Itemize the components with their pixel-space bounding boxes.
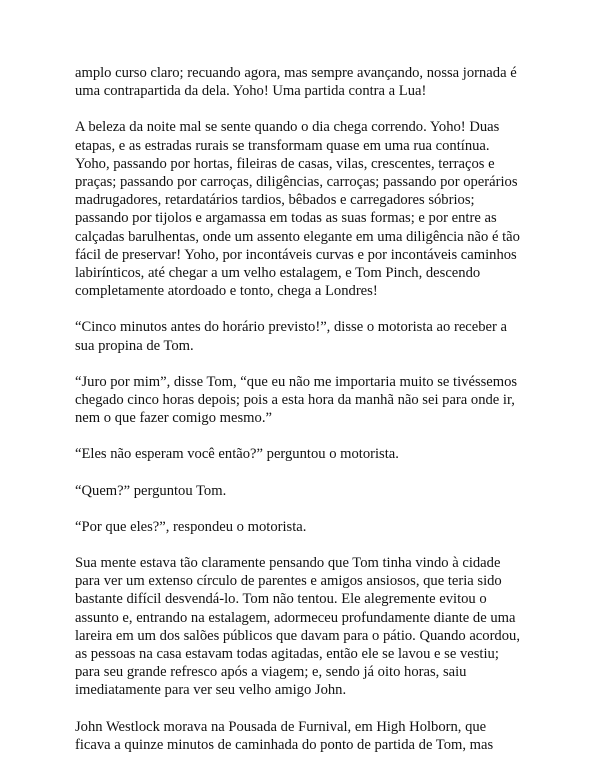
paragraph-4: “Juro por mim”, disse Tom, “que eu não me importaria muito se tivéssemos chegado cinco horas depois; pois a esta hora da manhã não sei para onde ir, nem o que fazer comigo mesmo.”	[75, 373, 518, 427]
paragraph-5: “Eles não esperam você então?” perguntou o motorista.	[75, 446, 399, 463]
paragraph-2: A beleza da noite mal se sente quando o dia chega correndo. Yoho! Duas etapas, e as estradas rurais se transformam quase em uma rua contínua. Yoho, passando por hortas, fileiras de casas, vilas, crescentes, terraços e praças; passando por carroças, diligências, carroças; passando por operários madrugadores, retardatários tardios, bêbados e carregadores sóbrios; passando por tijolos e argamassa em todas as suas formas; e por entre as calçadas barulhentas, onde um assento elegante em uma diligência não é tão fácil de preservar! Yoho, por incontáveis curvas e por incontáveis caminhos labirínticos, até chegar a um velho estalagem, e Tom Pinch, descendo completamente atordoado e tonto, chega a Londres!	[75, 119, 520, 300]
document-page	[75, 64, 537, 772]
paragraph-9: John Westlock morava na Pousada de Furnival, em High Holborn, que ficava a quinze minutos de caminhada do ponto de partida de Tom, mas	[75, 718, 494, 753]
paragraph-7: “Por que eles?”, respondeu o motorista.	[75, 518, 307, 535]
paragraph-1: amplo curso claro; recuando agora, mas sempre avançando, nossa jornada é uma contrapartida da dela. Yoho! Uma partida contra a Lua!	[75, 65, 517, 100]
paragraph-6: “Quem?” perguntou Tom.	[75, 482, 227, 499]
paragraph-8: Sua mente estava tão claramente pensando que Tom tinha vindo à cidade para ver um extenso círculo de parentes e amigos ansiosos, que teria sido bastante difícil desvendá-lo. Tom não tentou. Ele alegremente evitou o assunto e, entrando na estalagem, adormeceu profundamente diante de uma lareira em um dos salões públicos que davam para o pátio. Quando acordou, as pessoas na casa estavam todas agitadas, então ele se lavou e se vestiu; para seu grande refresco após a viagem; e, sendo já oito horas, saiu imediatamente para ver seu velho amigo John.	[75, 555, 520, 699]
paragraph-3: “Cinco minutos antes do horário previsto!”, disse o motorista ao receber a sua propina de Tom.	[75, 319, 508, 354]
